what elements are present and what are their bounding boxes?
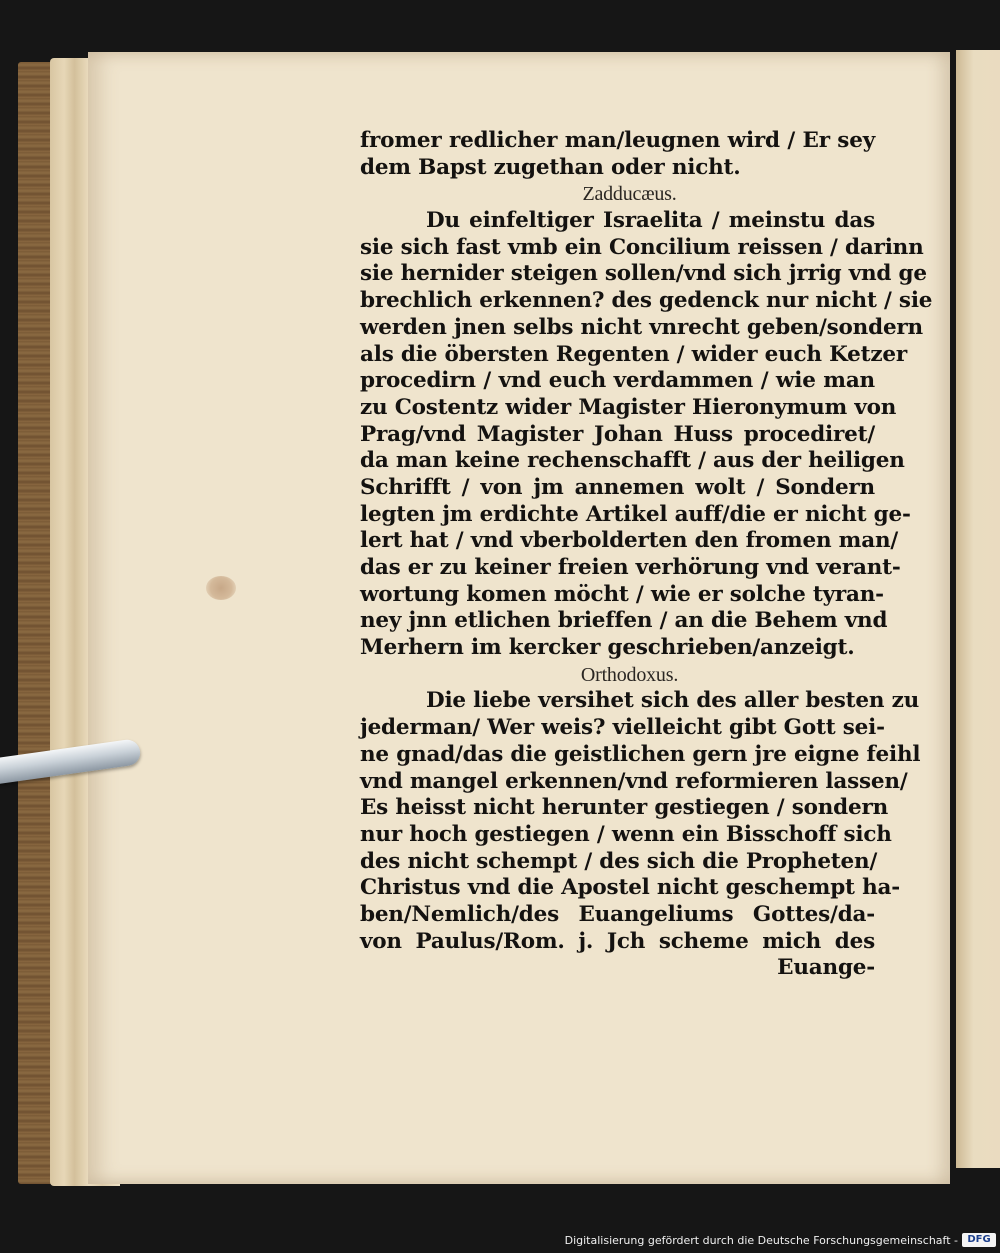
text-line: des nicht schempt / des sich die Propheten/ bbox=[360, 848, 878, 874]
speaker-name: Zadducæus. bbox=[582, 183, 677, 206]
next-page-edge bbox=[956, 50, 1000, 1168]
text-line: Christus vnd die Apostel nicht geschempt ha- bbox=[360, 875, 900, 901]
text-line: da man keine rechenschafft / aus der heiligen bbox=[360, 448, 905, 474]
text-line: legten jm erdichte Artikel auff/die er nicht ge- bbox=[360, 501, 911, 527]
text-line: ne gnad/das die geistlichen gern jre eigne feihl bbox=[360, 741, 921, 767]
text-line: Merhern im kercker geschrieben/anzeigt. bbox=[360, 635, 855, 661]
text-line: Prag/vnd Magister Johan Huss procediret/ bbox=[360, 421, 875, 447]
text-line: sie hernider steigen sollen/vnd sich jrrig vnd ge bbox=[360, 261, 927, 287]
text-line: vnd mangel erkennen/vnd reformieren lassen/ bbox=[360, 768, 908, 794]
digitization-footer bbox=[0, 1228, 1000, 1253]
text-line: jederman/ Wer weis? vielleicht gibt Gott sei- bbox=[360, 715, 885, 741]
text-line: wortung komen möcht / wie er solche tyran- bbox=[360, 581, 884, 607]
text-line: als die öbersten Regenten / wider euch Ketzer bbox=[360, 341, 907, 367]
text-line: von Paulus/Rom. j. Jch scheme mich des bbox=[360, 928, 875, 954]
text-line: Die liebe versihet sich des aller besten zu bbox=[426, 688, 920, 714]
text-line: Schrifft / von jm annemen wolt / Sondern bbox=[360, 474, 875, 500]
text-line: brechlich erkennen? des gedenck nur nicht / sie bbox=[360, 288, 933, 314]
text-line: dem Bapst zugethan oder nicht. bbox=[360, 154, 741, 180]
dfg-logo-icon: DFG bbox=[962, 1233, 996, 1247]
text-line: Euange- bbox=[777, 955, 875, 981]
speaker-name: Orthodoxus. bbox=[580, 663, 679, 686]
text-line: sie sich fast vmb ein Concilium reissen / darinn bbox=[360, 234, 924, 260]
text-line: fromer redlicher man/leugnen wird / Er sey bbox=[360, 128, 875, 153]
text-line: nur hoch gestiegen / wenn ein Bisschoff sich bbox=[360, 821, 892, 847]
footer-credit: Digitalisierung gefördert durch die Deutsche Forschungsgemeinschaft - bbox=[564, 1234, 958, 1247]
page-text-block bbox=[360, 128, 933, 982]
paper-stain bbox=[206, 576, 236, 600]
text-line: Es heisst nicht herunter gestiegen / sondern bbox=[360, 795, 889, 821]
text-line: Du einfeltiger Israelita / meinstu das bbox=[426, 208, 875, 234]
text-line: ney jnn etlichen brieffen / an die Behem vnd bbox=[360, 608, 888, 634]
text-line: lert hat / vnd vberbolderten den fromen man/ bbox=[360, 528, 899, 554]
text-line: werden jnen selbs nicht vnrecht geben/sondern bbox=[360, 314, 923, 340]
text-line: das er zu keiner freien verhörung vnd verant- bbox=[360, 555, 901, 580]
text-line: ben/Nemlich/des Euangeliums Gottes/da- bbox=[360, 901, 875, 927]
text-line: zu Costentz wider Magister Hieronymum von bbox=[360, 394, 897, 420]
text-line: procedirn / vnd euch verdammen / wie man bbox=[360, 368, 875, 394]
